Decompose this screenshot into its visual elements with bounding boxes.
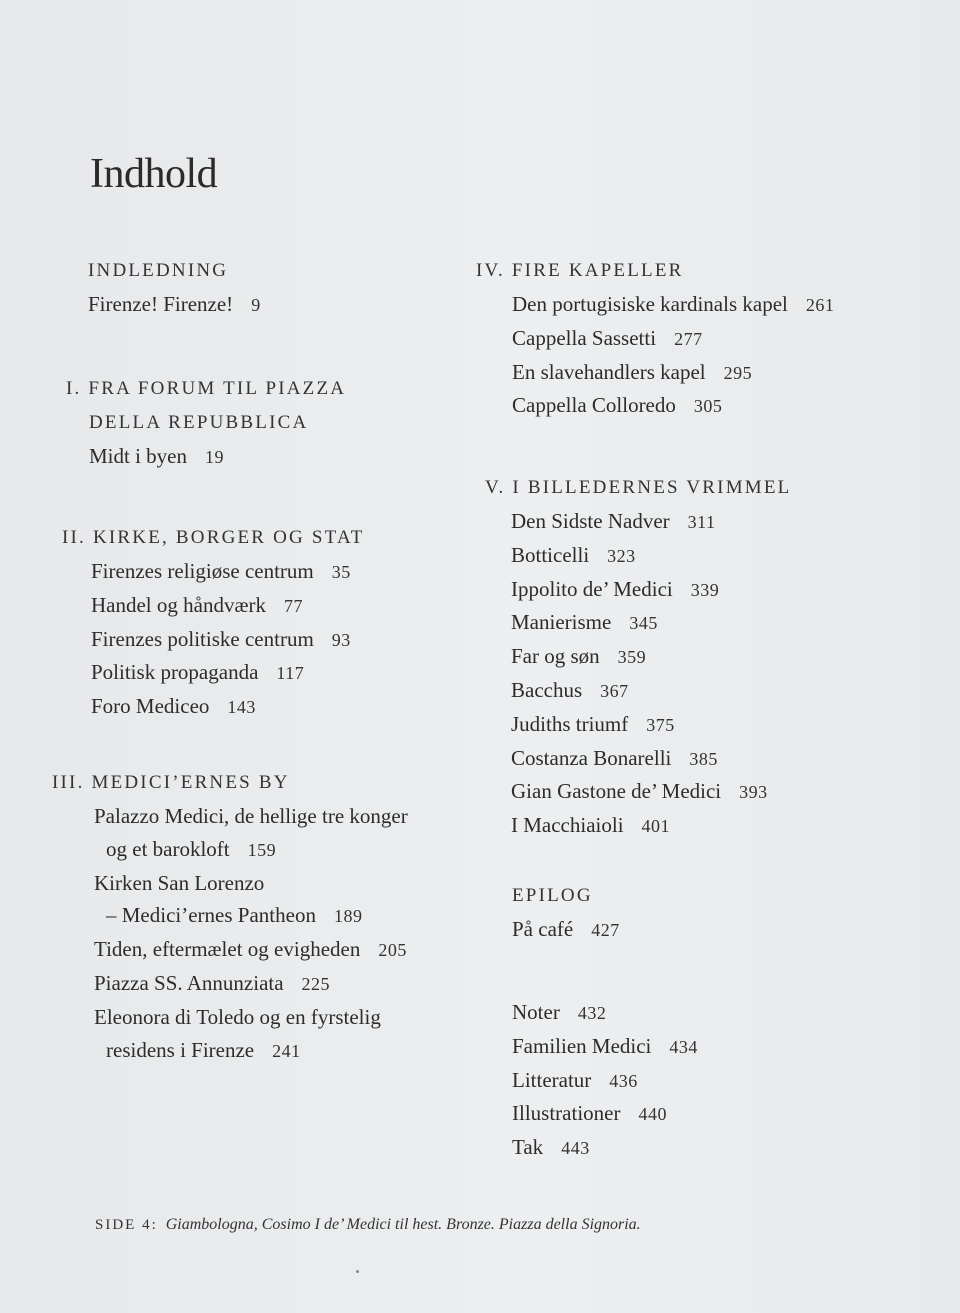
entry-title-cont: – Medici’ernes Pantheon: [106, 903, 316, 928]
section-ch1: [66, 372, 346, 474]
toc-entry: [512, 389, 834, 423]
toc-entry: [512, 1030, 698, 1064]
page-title: Indhold: [90, 151, 218, 197]
entry-page: 205: [378, 940, 407, 961]
image-caption: [95, 1216, 641, 1234]
entry-list: [485, 505, 792, 843]
entry-title-cont: og et barokloft: [106, 836, 230, 861]
entry-page: 261: [805, 295, 835, 315]
toc-entry: [91, 589, 365, 623]
entry-title: Tak: [512, 1135, 544, 1160]
entry-page: 305: [693, 396, 723, 417]
section-epilog: [512, 879, 620, 947]
entry-page: 443: [561, 1138, 590, 1159]
section-heading: II. KIRKE, BORGER OG STAT: [62, 527, 365, 548]
entry-title: Den portugisiske kardinals kapel: [512, 292, 788, 316]
section-ch4: [476, 254, 834, 423]
entry-title: Far og søn: [511, 644, 600, 669]
entry-page: 385: [689, 748, 718, 769]
entry-title: Midt i byen: [89, 444, 187, 468]
toc-entry: [94, 867, 408, 934]
section-heading: IV. FIRE KAPELLER: [476, 260, 684, 281]
section-heading: I. FRA FORUM TIL PIAZZA: [66, 378, 347, 399]
toc-entry: [512, 913, 620, 947]
entry-title: Palazzo Medici, de hellige tre konger: [94, 804, 408, 828]
entry-title: Foro Mediceo: [91, 694, 210, 719]
entry-list: [476, 288, 834, 423]
entry-list: [66, 440, 346, 474]
entry-page: 77: [283, 595, 303, 616]
entry-page: 159: [247, 839, 277, 860]
entry-title: Ippolito de’ Medici: [511, 576, 673, 601]
entry-title: Litteratur: [512, 1067, 592, 1092]
entry-list: [62, 555, 365, 724]
entry-title: Familien Medici: [512, 1033, 652, 1058]
entry-page: 427: [591, 920, 620, 940]
entry-page: 295: [723, 362, 753, 383]
toc-entry: [91, 555, 365, 589]
entry-title: Illustrationer: [512, 1101, 621, 1126]
entry-title: Politisk propaganda: [91, 660, 259, 685]
entry-list: [512, 913, 620, 947]
toc-entry: [512, 1064, 698, 1098]
toc-entry: [511, 775, 792, 809]
toc-entry: [89, 440, 346, 474]
entry-page: 436: [609, 1070, 638, 1091]
entry-page: 359: [617, 647, 647, 668]
toc-entry: [511, 640, 792, 674]
entry-page: 225: [301, 973, 331, 994]
toc-entry: [91, 690, 365, 724]
entry-page: 143: [227, 697, 256, 718]
entry-page: 434: [669, 1036, 698, 1057]
toc-entry: [511, 708, 792, 742]
entry-page: 9: [251, 295, 261, 315]
toc-entry: [512, 1097, 698, 1131]
toc-entry: [511, 606, 792, 640]
entry-page: 241: [272, 1040, 301, 1061]
entry-title: Cappella Sassetti: [512, 325, 657, 350]
entry-page: 117: [276, 663, 305, 684]
entry-list: [52, 800, 408, 1067]
section-heading: INDLEDNING: [88, 260, 229, 281]
entry-list: [88, 288, 261, 322]
entry-page: 323: [607, 545, 636, 566]
entry-title: På café: [512, 917, 574, 941]
entry-title-cont: residens i Firenze: [106, 1037, 255, 1062]
entry-page: 440: [638, 1104, 667, 1125]
toc-entry: [88, 288, 261, 322]
entry-title: Cappella Colloredo: [512, 393, 676, 418]
page-mark: [356, 1270, 359, 1273]
section-heading: EPILOG: [512, 885, 593, 906]
entry-page: 393: [739, 782, 768, 803]
toc-entry: [512, 288, 834, 322]
entry-title: Tiden, eftermælet og evigheden: [94, 937, 361, 962]
entry-page: 93: [331, 629, 351, 650]
toc-entry: [511, 742, 792, 776]
toc-entry: [512, 322, 834, 356]
toc-entry: [511, 505, 792, 539]
toc-entry: [91, 656, 365, 690]
entry-title: Bacchus: [511, 677, 583, 702]
toc-entry: [94, 1001, 408, 1068]
entry-title: Eleonora di Toledo og en fyrstelig: [94, 1004, 381, 1029]
caption-label: SIDE 4:: [95, 1217, 158, 1233]
entry-title: Noter: [512, 1000, 560, 1024]
entry-title: En slavehandlers kapel: [512, 359, 706, 384]
entry-title: Firenzes politiske centrum: [91, 626, 314, 651]
entry-page: 367: [600, 680, 629, 701]
entry-title: Botticelli: [511, 542, 590, 567]
section-ch3: [52, 766, 408, 1067]
toc-entry: [94, 967, 408, 1001]
entry-title: Manierisme: [511, 610, 612, 635]
entry-page: 345: [629, 613, 658, 634]
toc-entry: [94, 800, 408, 867]
section-ch5: [485, 471, 792, 843]
section-ch2: [62, 521, 365, 724]
entry-page: 277: [674, 328, 703, 349]
entry-page: 189: [333, 906, 363, 927]
entry-page: 432: [577, 1003, 607, 1023]
toc-entry: [511, 539, 792, 573]
toc-entry: [94, 933, 408, 967]
entry-title: Costanza Bonarelli: [511, 745, 672, 770]
toc-entry: [91, 623, 365, 657]
section-heading: III. MEDICI’ERNES BY: [52, 772, 290, 793]
toc-entry: [512, 356, 834, 390]
entry-page: 35: [331, 562, 351, 582]
entry-title: Gian Gastone de’ Medici: [511, 779, 722, 804]
toc-entry: [512, 996, 698, 1030]
entry-page: 311: [687, 512, 716, 532]
section-indledning: [88, 254, 261, 322]
toc-entry: [512, 1131, 698, 1165]
entry-title: I Macchiaioli: [511, 813, 624, 838]
entry-title: Judiths triumf: [511, 711, 629, 736]
entry-page: 375: [646, 714, 675, 735]
entry-title: Handel og håndværk: [91, 592, 266, 617]
toc-entry: [511, 573, 792, 607]
entry-title: Den Sidste Nadver: [511, 509, 670, 533]
section-appendix: [512, 996, 698, 1165]
entry-title: Firenze! Firenze!: [88, 292, 234, 316]
entry-title: Firenzes religiøse centrum: [91, 559, 314, 583]
entry-page: 401: [641, 816, 671, 837]
caption-text: Giambologna, Cosimo I de’ Medici til hest. Bronze. Piazza della Signoria.: [165, 1216, 641, 1233]
toc-entry: [511, 809, 792, 843]
entry-page: 339: [690, 579, 720, 600]
entry-page: 19: [205, 447, 224, 467]
entry-title: Piazza SS. Annunziata: [94, 970, 284, 995]
entry-list: [512, 996, 698, 1165]
entry-title: Kirken San Lorenzo: [94, 870, 265, 895]
section-heading-cont: DELLA REPUBBLICA: [89, 412, 309, 433]
toc-entry: [511, 674, 792, 708]
section-heading: V. I BILLEDERNES VRIMMEL: [485, 477, 792, 498]
